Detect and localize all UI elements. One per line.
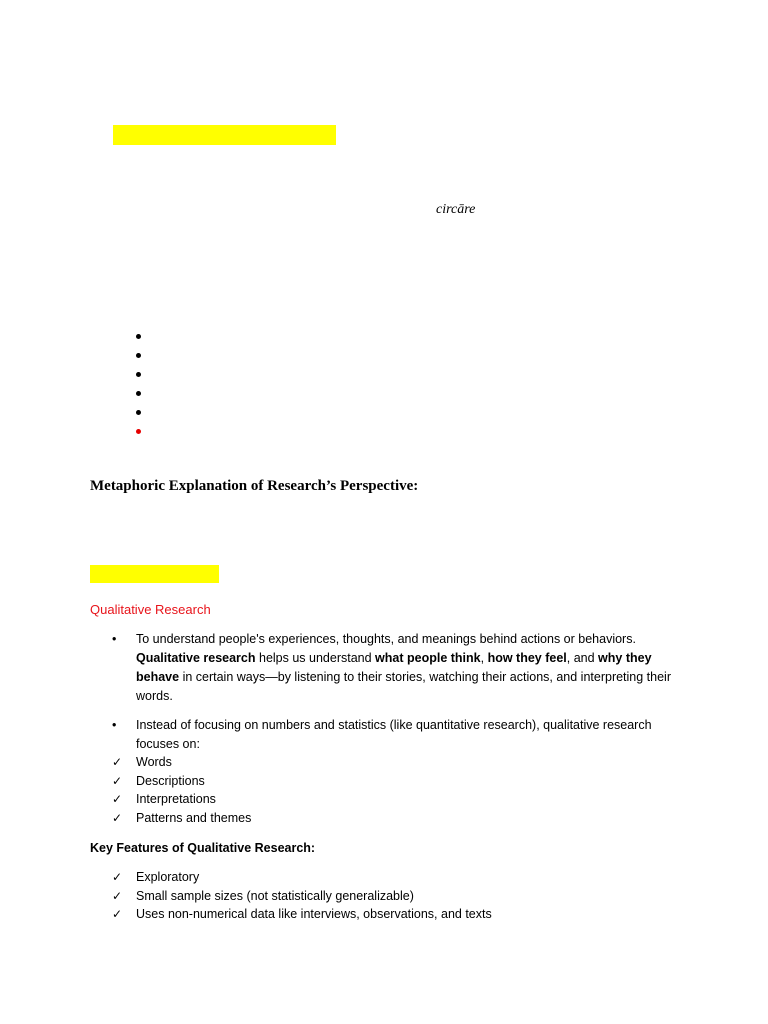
- section-highlight: [90, 565, 219, 583]
- bold-how-they-feel: how they feel: [487, 651, 567, 665]
- bullet-dot-red: [136, 429, 141, 434]
- latin-word: circāre: [436, 202, 476, 217]
- qualitative-heading: Qualitative Research: [90, 602, 211, 617]
- bullet-dot: [136, 353, 141, 358]
- point-focus-text: Instead of focusing on numbers and statistics (like quantitative research), qualitative research focuses on:: [136, 718, 652, 751]
- title-highlight: [113, 125, 336, 145]
- key-features-heading: Key Features of Qualitative Research:: [90, 841, 316, 855]
- check-icon: ✓: [112, 792, 123, 806]
- point-intro: To understand people's experiences, thoughts, and meanings behind actions or behaviors.: [136, 632, 636, 646]
- point-focus: [112, 716, 672, 756]
- bullet-dot: [136, 391, 141, 396]
- check-icon: ✓: [112, 811, 123, 825]
- check-icon: ✓: [112, 755, 123, 769]
- bold-qualitative-research: Qualitative research: [136, 651, 256, 665]
- bullet-glyph: •: [112, 718, 117, 732]
- bullet-dot: [136, 372, 141, 377]
- bold-what-people-think: what people think: [375, 651, 481, 665]
- document-page: circāre Metaphoric Explanation of Research’s Perspective: Qualitative Research • To understand people's experiences, thoughts, and meanings behind actions or behaviors. Qualitative research helps us understand what people think, how they feel, and why they behave in certain ways—by listening to their stories, watching their actions, and interpreting their words. • Instead of focusing on numbers and statistics (like quantitative research), qualitative research focuses on: ✓ Words ✓ Descriptions ✓ Interpretations ✓ Patterns and themes Key Features of Qualitative Research: ✓ Exploratory ✓ Small sample sizes (not statistically generalizable) ✓ Uses non-numerical data like interviews, observations, and texts: [0, 0, 768, 1024]
- bold-why-they-behave: why they behave: [136, 651, 652, 684]
- bullet-glyph: •: [112, 632, 117, 646]
- check-icon: ✓: [112, 870, 123, 884]
- bullet-dot: [136, 410, 141, 415]
- check-icon: ✓: [112, 774, 123, 788]
- check-icon: ✓: [112, 907, 123, 921]
- check-icon: ✓: [112, 889, 123, 903]
- bullet-dot: [136, 334, 141, 339]
- point-understand: • To understand people's experiences, thoughts, and meanings behind actions or behaviors. Qualitative research helps us understand what people think, how they feel, and why they behave in certain ways—by listening to their stories, watching their actions, and interpreting their words.: [112, 632, 672, 703]
- metaphoric-heading: Metaphoric Explanation of Research’s Perspective:: [90, 478, 419, 494]
